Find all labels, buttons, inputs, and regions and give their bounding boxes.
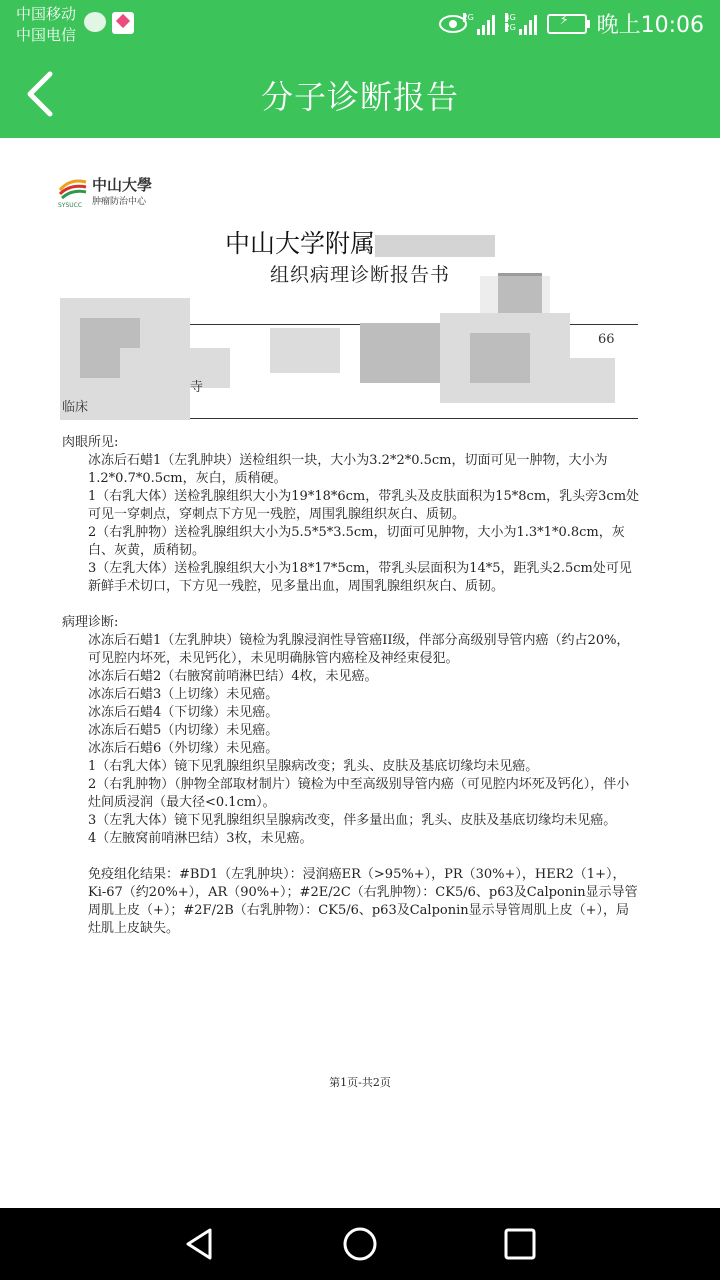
recents-square-icon <box>498 1222 542 1266</box>
logo-subtitle: 肿瘤防治中心 <box>92 197 147 207</box>
gross-paragraph: 2（右乳肿物）送检乳腺组织大小为5.5*5*3.5cm，切面可见肿物，大小为1.3*1*0.8cm，灰白、灰黄，质稍韧。 <box>88 525 625 558</box>
app-bar <box>0 50 720 138</box>
signal-2g-icon <box>462 12 495 35</box>
info-fragment: 临床 <box>62 400 89 415</box>
page-number: 第1页-共2页 <box>329 1076 391 1089</box>
diagnosis-heading: 病理诊断: <box>62 615 119 630</box>
redaction-block <box>560 358 615 403</box>
diagnosis-paragraph: 冰冻后石蜡5（内切缘）未见癌。 <box>88 723 279 738</box>
app-notification-icon <box>112 12 134 34</box>
clock: 晚上10:06 <box>596 13 704 38</box>
diagnosis-paragraph: 冰冻后石蜡1（左乳肿块）镜检为乳腺浸润性导管癌II级，伴部分高级别导管内癌（约占20%，可见腔内坏死，未见钙化），未见明确脉管内癌栓及神经束侵犯。 <box>88 633 630 666</box>
diagnosis-paragraph: 4（左腋窝前哨淋巴结）3枚，未见癌。 <box>88 831 313 846</box>
gross-heading: 肉眼所见: <box>62 435 119 450</box>
carrier-1: 中国移动 <box>16 5 77 23</box>
report-body <box>62 434 642 938</box>
logo-swoosh-icon <box>58 176 88 200</box>
report-title: 组织病理诊断报告书 <box>269 264 450 286</box>
diagnosis-paragraph: 冰冻后石蜡4（下切缘）未见癌。 <box>88 705 279 720</box>
back-triangle-icon <box>178 1222 222 1266</box>
info-fragment: 66 <box>598 332 615 347</box>
gross-paragraph: 3（左乳大体）送检乳腺组织大小为18*17*5cm，带乳头层面积为14*5，距乳头2.5cm处可见新鲜手术切口，下方见一残腔，见多量出血，周围乳腺组织灰白、质韧。 <box>88 561 632 594</box>
gross-paragraph: 1（右乳大体）送检乳腺组织大小为19*18*6cm，带乳头及皮肤面积为15*8cm，乳头旁3cm处可见一穿刺点，穿刺点下方见一残腔，周围乳腺组织灰白、质韧。 <box>88 489 640 522</box>
diagnosis-paragraph: 冰冻后石蜡6（外切缘）未见癌。 <box>88 741 279 756</box>
redaction-block <box>375 235 495 257</box>
redaction-block <box>270 328 340 373</box>
carrier-2: 中国电信 <box>16 26 77 44</box>
diagnosis-paragraph: 2（右乳肿物）（肿物全部取材制片）镜检为中至高级别导管内癌（可见腔内坏死及钙化），伴小灶间质浸润（最大径<0.1cm）。 <box>88 777 630 810</box>
page-title: 分子诊断报告 <box>260 78 459 116</box>
nav-back-button[interactable] <box>178 1222 222 1266</box>
diagnosis-paragraph: 1（右乳大体）镜下见乳腺组织呈腺病改变；乳头、皮肤及基底切缘均未见癌。 <box>88 759 539 774</box>
info-fragment: 寺 <box>190 380 204 395</box>
redaction-block <box>120 348 230 388</box>
system-nav-bar <box>0 1208 720 1280</box>
diagnosis-paragraph: 3（左乳大体）镜下见乳腺组织呈腺病改变，伴多量出血；乳头、皮肤及基底切缘均未见癌。 <box>88 813 617 828</box>
hospital-name-text: 中山大学附属 <box>224 229 375 258</box>
report-document[interactable] <box>0 138 720 1208</box>
notification-icons <box>84 12 134 34</box>
home-circle-icon <box>338 1222 382 1266</box>
diagnosis-paragraph: 冰冻后石蜡3（上切缘）未见癌。 <box>88 687 279 702</box>
carrier-info <box>16 4 76 46</box>
diagnosis-paragraph: 冰冻后石蜡2（右腋窝前哨淋巴结）4枚，未见癌。 <box>88 669 378 684</box>
net-label-3: 2G <box>504 22 516 32</box>
signal-4g-icon <box>504 12 537 35</box>
hospital-logo <box>58 174 168 214</box>
status-icons <box>439 8 704 39</box>
redaction-block <box>470 333 530 383</box>
net-label-1: 2G <box>462 12 474 22</box>
nav-home-button[interactable] <box>338 1222 382 1266</box>
redaction-block <box>360 323 450 383</box>
chat-bubble-icon <box>84 12 106 32</box>
status-bar <box>0 0 720 50</box>
ihc-paragraph: 免疫组化结果：#BD1（左乳肿块）：浸润癌ER（>95%+），PR（30%+），HER2（1+），Ki-67（约20%+），AR（90%+）；#2E/2C（右乳肿物）：CK5/6、p63及Calponin显示导管周肌上皮（+）；#2F/2B（右乳肿物）：CK5/6、p63及Calponin显示导管周肌上皮（+），局灶肌上皮缺失。 <box>88 867 638 936</box>
redaction-block <box>480 276 550 316</box>
battery-charging-icon <box>547 14 587 34</box>
gross-paragraph: 冰冻后石蜡1（左乳肿块）送检组织一块，大小为3.2*2*0.5cm，切面可见一肿物，大小为1.2*0.7*0.5cm，灰白，质稍硬。 <box>88 453 608 486</box>
hospital-name <box>0 224 720 260</box>
nav-recents-button[interactable] <box>498 1222 542 1266</box>
logo-name: 中山大學 <box>92 176 153 194</box>
net-label-2: 4G <box>504 12 516 22</box>
logo-english: SYSUCC <box>58 202 83 209</box>
